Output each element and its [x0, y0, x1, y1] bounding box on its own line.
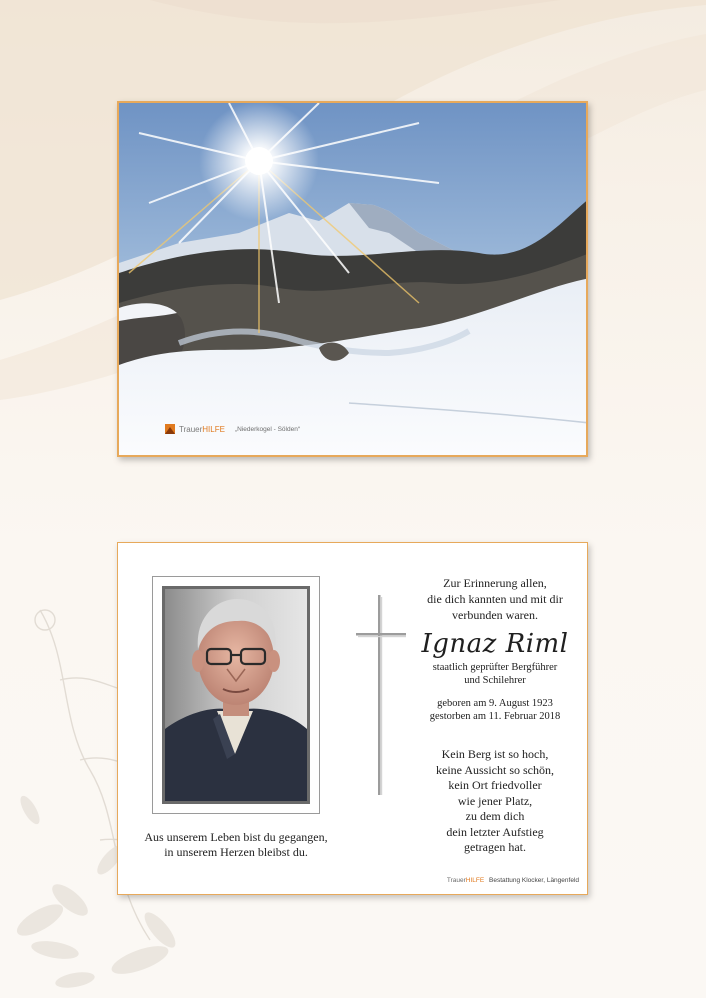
life-dates	[403, 697, 587, 723]
intro-line: die dich kannten und mit dir	[427, 592, 563, 606]
left-verse-line: Aus unserem Leben bist du gegangen,	[144, 830, 328, 844]
verse-line: Kein Berg ist so hoch,	[441, 747, 549, 761]
portrait-frame	[152, 576, 320, 814]
landscape-photo-card	[117, 101, 588, 457]
verse-line: wie jener Platz,	[457, 793, 533, 808]
memorial-card	[117, 542, 588, 895]
footer-brand-trauer: Trauer	[446, 877, 466, 884]
intro-line: verbunden waren.	[452, 608, 538, 622]
occupation-line: und Schilehrer	[464, 675, 526, 686]
left-verse	[118, 830, 354, 860]
footer-brand-hilfe: HILFE	[465, 877, 485, 884]
verse-line: kein Ort friedvoller	[448, 778, 542, 792]
memorial-verse	[403, 747, 587, 856]
cross-icon	[356, 595, 406, 800]
obituary-text	[403, 575, 587, 856]
occupation	[403, 661, 587, 687]
verse-line: keine Aussicht so schön,	[436, 762, 554, 777]
landscape-photo	[119, 103, 588, 457]
trauerhilfe-logo-icon	[165, 424, 175, 434]
portrait-photo	[165, 589, 307, 801]
card-footer	[447, 877, 579, 884]
intro-line: Zur Erinnerung allen,	[443, 576, 547, 590]
footer-funeral-home: Bestattung Klocker, Längenfeld	[489, 877, 579, 884]
photo-watermark	[165, 424, 300, 434]
photo-caption: „Niederkogel - Sölden“	[234, 425, 300, 433]
occupation-line: staatlich geprüfter Bergführer	[432, 662, 558, 673]
birth-date: geboren am 9. August 1923	[437, 698, 553, 709]
verse-line: zu dem dich	[465, 809, 525, 823]
left-verse-line: in unserem Herzen bleibst du.	[164, 845, 308, 859]
watermark-brand-trauer: Trauer	[179, 424, 203, 434]
verse-line: dein letzter Aufstieg	[446, 824, 544, 839]
death-date: gestorben am 11. Februar 2018	[429, 711, 561, 722]
intro-text	[403, 575, 587, 623]
watermark-brand-hilfe: HILFE	[202, 424, 225, 434]
verse-line: getragen hat.	[464, 840, 526, 854]
deceased-name: Ignaz Riml	[421, 629, 569, 659]
